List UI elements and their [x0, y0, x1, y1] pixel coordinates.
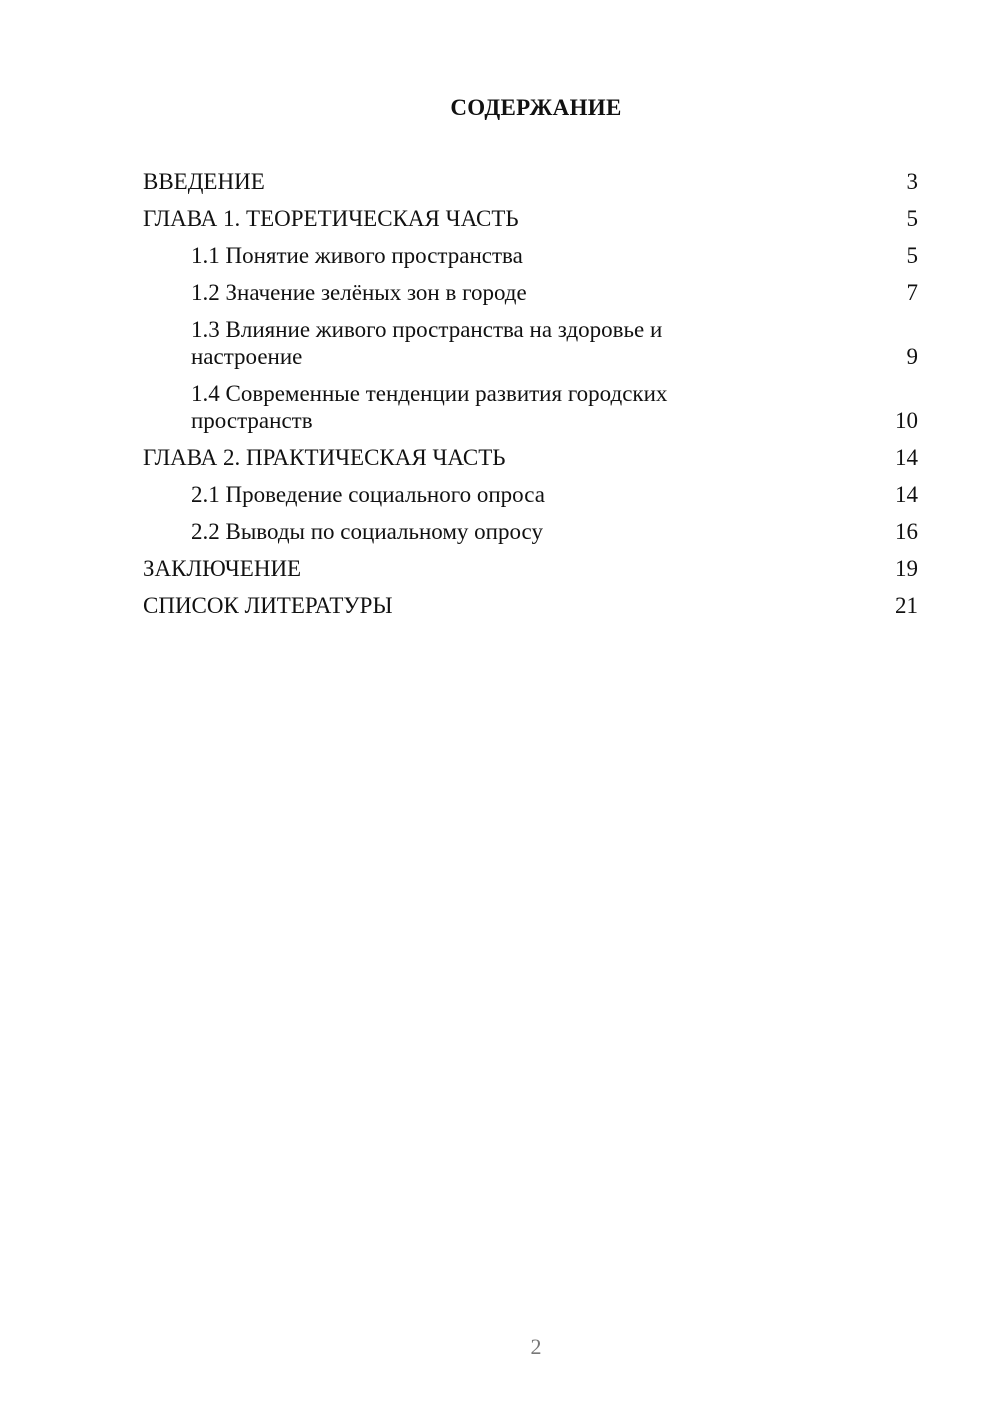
- toc-entry-conclusion[interactable]: [143, 555, 918, 582]
- toc-entry-section-1-2[interactable]: [143, 279, 918, 306]
- toc-entry-page: 5: [906, 206, 918, 231]
- toc-entry-page: 10: [895, 408, 918, 433]
- toc-entry-label: 1.4 Современные тенденции развития городских пространств: [191, 381, 668, 433]
- toc-entry-chapter-2[interactable]: [143, 444, 918, 471]
- toc-entry-page: 7: [906, 280, 918, 305]
- toc-entry-label: 2.1 Проведение социального опроса: [191, 482, 545, 507]
- toc-entry-section-1-3[interactable]: [143, 316, 918, 370]
- toc-entry-page: 3: [906, 169, 918, 194]
- toc-entry-section-2-2[interactable]: [143, 518, 918, 545]
- toc-entry-page: 5: [906, 243, 918, 268]
- toc-entry-page: 21: [895, 593, 918, 618]
- toc-entry-label: СПИСОК ЛИТЕРАТУРЫ: [143, 593, 393, 618]
- toc-entry-introduction[interactable]: [143, 168, 918, 195]
- toc-entry-page: 14: [895, 445, 918, 470]
- toc-entry-page: 14: [895, 482, 918, 507]
- toc-entry-label: ВВЕДЕНИЕ: [143, 169, 265, 194]
- toc-entry-label: ГЛАВА 1. ТЕОРЕТИЧЕСКАЯ ЧАСТЬ: [143, 206, 519, 231]
- toc-entry-section-1-4[interactable]: [143, 380, 918, 434]
- toc-entry-label: 2.2 Выводы по социальному опросу: [191, 519, 543, 544]
- toc-entry-label: 1.2 Значение зелёных зон в городе: [191, 280, 527, 305]
- page-title: СОДЕРЖАНИЕ: [450, 95, 622, 120]
- toc-entry-page: 19: [895, 556, 918, 581]
- toc-entry-section-2-1[interactable]: [143, 481, 918, 508]
- toc-entry-label: ГЛАВА 2. ПРАКТИЧЕСКАЯ ЧАСТЬ: [143, 445, 506, 470]
- toc-entry-bibliography[interactable]: [143, 592, 918, 619]
- toc-entry-chapter-1[interactable]: [143, 205, 918, 232]
- toc-entry-label: ЗАКЛЮЧЕНИЕ: [143, 556, 302, 581]
- toc-entry-label: 1.3 Влияние живого пространства на здоровье и настроение: [191, 317, 663, 369]
- toc-entry-section-1-1[interactable]: [143, 242, 918, 269]
- table-of-contents: [143, 168, 918, 629]
- toc-entry-page: 9: [906, 344, 918, 369]
- page-number: 2: [530, 1334, 542, 1359]
- toc-entry-page: 16: [895, 519, 918, 544]
- toc-entry-label: 1.1 Понятие живого пространства: [191, 243, 523, 268]
